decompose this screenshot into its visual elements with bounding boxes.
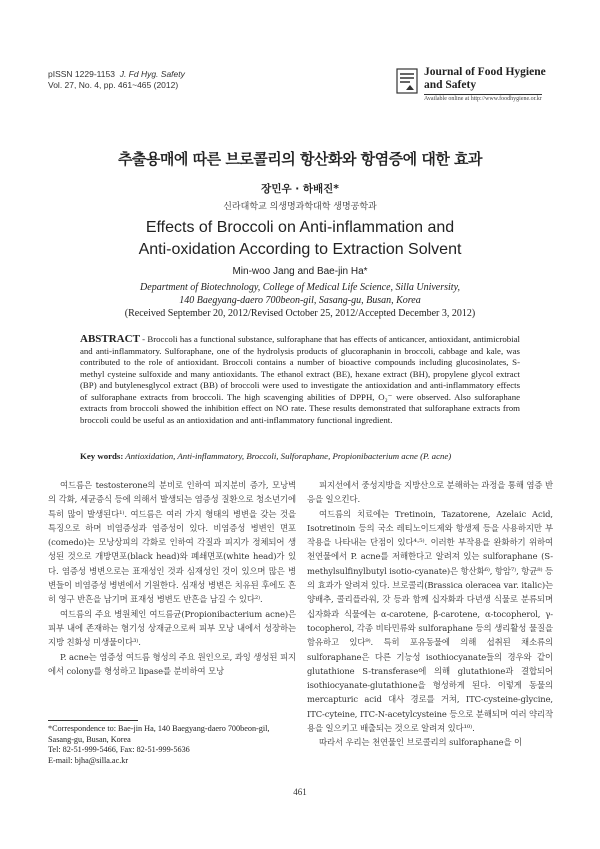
body-paragraph: 여드름은 testosterone의 분비로 인하여 피지분비 증가, 모낭벽의 각화, 세균증식 등에 의해서 발생되는 염증성 질환으로 청소년기에 특히 많이 발생된다¹⁾. 여드름은 여러 가지 형태의 병변을 갖는 것을 특징으로 하며 비염증성과 염증성이 있다. 비염증성 병변인 면포(comedo)는 모낭상피의 각화로 인하여 각질과 피지가 정체되어 생성된 것으로 개방면포(black head)와 폐쇄면포(white head)가 있다. 염증성 병변으로는 표재성인 것과 심재성인 것이 있으며 많은 병변들이 비염증성 병변에서 기원한다. 심재성 병변은 치유된 후에도 흔히 영구 반흔을 남기며 표재성 병변도 반흔을 남길 수 있다²⁾.	[48, 480, 296, 605]
korean-authors: 장민우 · 하배진*	[261, 183, 339, 195]
page-number: 461	[293, 787, 307, 797]
abstract-text: - Broccoli has a functional substance, sulforaphane that has effects of anticancer, antioxidant, antimicrobial and anti-inflammatory. Sulforaphane, one of the hydrolysis products of glucoraphanin in broccoli, cabbage and kale, was contributed to the role of antioxidant. Broccoli contains a number of bioactive compounds including glucosinolates, S-methyl cysteine sulfoxide and many antioxidants. The ethanol extract (BE), hexane extract (BH), propylene glycol extract (BP) and butylenesglycol extract (BB) of broccoli were used to investigate the antioxidation and anti-inflammatory effects of sulforaphane extracts from broccoli. The high scavenging abilities of DPPH, O₂⁻ were observed. Also sulforaphane extracts from broccoli showed the inhibition effect on NO rate. These results demonstrated that sulforaphane extracts from broccoli could be useful as an antioxidation and anti-inflammatory functional ingredient.	[80, 334, 520, 425]
english-affiliation: Department of Biotechnology, College of Medical Life Science, Silla University, 140 Baegyang-daero 700beon-gil, Sasang-gu, Busan, Korea (Received September 20, 2012/Revised October 25, 2012/Accepted December 3, 2012)	[0, 281, 600, 320]
body-paragraph: 여드름의 주요 병원체인 여드름균(Propionibacterium acne)은 피부 내에 존재하는 혐기성 상재균으로써 피부 모낭 내에서 성장하는 지방 친화성 미생물이다³⁾.	[48, 608, 296, 648]
journal-url: Available online at http://www.foodhygiene.or.kr	[424, 96, 542, 102]
keywords-text: Antioxidation, Anti-inflammatory, Broccoli, Sulforaphane, Propionibacterium acne (P. acne)	[123, 451, 452, 461]
volume-line: Vol. 27, No. 4, pp. 461~465 (2012)	[48, 80, 179, 90]
korean-affiliation: 신라대학교 의생명과학대학 생명공학과	[223, 202, 377, 212]
abstract-heading: ABSTRACT	[80, 333, 140, 345]
body-paragraph: 따라서 우리는 천연물인 브로콜리의 sulforaphane을 이	[319, 737, 523, 748]
journal-abbrev: J. Fd Hyg. Safety	[119, 69, 185, 79]
received-dates: (Received September 20, 2012/Revised October 25, 2012/Accepted December 3, 2012)	[124, 308, 476, 319]
body-paragraph: 여드름의 치료에는 Tretinoin, Tazatorene, Azelaic Acid, Isotretinoin 등의 국소 레티노이드제와 항생제 등을 사용하지만 부작용을 나타내는 단점이 있다⁴·⁵⁾. 이러한 부작용을 완화하기 위하여 천연물에서 P. acne를 저해한다고 알려져 있는 sulforaphane (S-methylsulfinylbutyl isotio-cyanate)은 항산화⁶⁾, 항암⁷⁾, 항균⁸⁾ 등의 효과가 알려져 있다. 브로콜리(Brassica oleracea var. italic)는 양배추, 콜리플라워, 갓 등과 함께 십자화과 다년생 식물로 분류되며 십자화과 식물에는 α-carotene, β-carotene, α-tocopherol, γ-tocopherol, 각종 비타민류와 sulforaphane 등의 생리활성 물질을 함유하고 있다⁹⁾. 특히 포유동물에 의해 섭취된 채소류의 sulforaphane은 다른 기능성 isothiocyanate들의 경우와 같이 glutathione S-transferase에 의해 glutathione과 결합되어 isothiocyanate-glutathione을 형성하게 된다. 이렇게 동물의 mercapturic acid 대사 경로를 거쳐, ITC-cysteine-glycine, ITC-cyteine, ITC-N-acetylcysteine 등으로 분해되며 여러 약리작용을 일으키고 배출되는 것으로 알려져 있다¹⁰⁾.	[307, 508, 553, 734]
journal-logo-icon	[396, 68, 418, 94]
keywords-label: Key words:	[80, 451, 124, 461]
body-right-column	[307, 478, 553, 750]
english-authors: Min-woo Jang and Bae-jin Ha*	[232, 266, 368, 277]
issn-line: pISSN 1229-1153 J. Fd Hyg. Safety	[48, 69, 185, 79]
footnote-divider	[48, 720, 138, 721]
english-title: Effects of Broccoli on Anti-inflammation and Anti-oxidation According to Extraction Solvent	[138, 219, 462, 258]
korean-title: 추출용매에 따른 브로콜리의 항산화와 항염증에 대한 효과	[117, 150, 483, 168]
body-left-column	[48, 478, 296, 678]
keywords	[80, 451, 520, 461]
abstract	[80, 334, 520, 426]
correspondence-footnote: *Correspondence to: Bae-jin Ha, 140 Baegyang-daero 700beon-gil, Sasang-gu, Busan, Korea Tel: 82-51-999-5466, Fax: 82-51-999-5636 E-mail: bjha@silla.ac.kr	[48, 724, 270, 765]
body-paragraph: P. acne는 염증성 여드름 형성의 주요 원인으로, 과잉 생성된 피지에서 colony를 형성하고 lipase를 분비하여 모낭	[48, 651, 296, 676]
journal-name: Journal of Food Hygiene and Safety	[424, 66, 546, 91]
body-paragraph: 피지선에서 중성지방을 지방산으로 분해하는 과정을 통해 염증 반응을 일으킨다.	[307, 480, 553, 505]
journal-citation	[48, 69, 185, 91]
